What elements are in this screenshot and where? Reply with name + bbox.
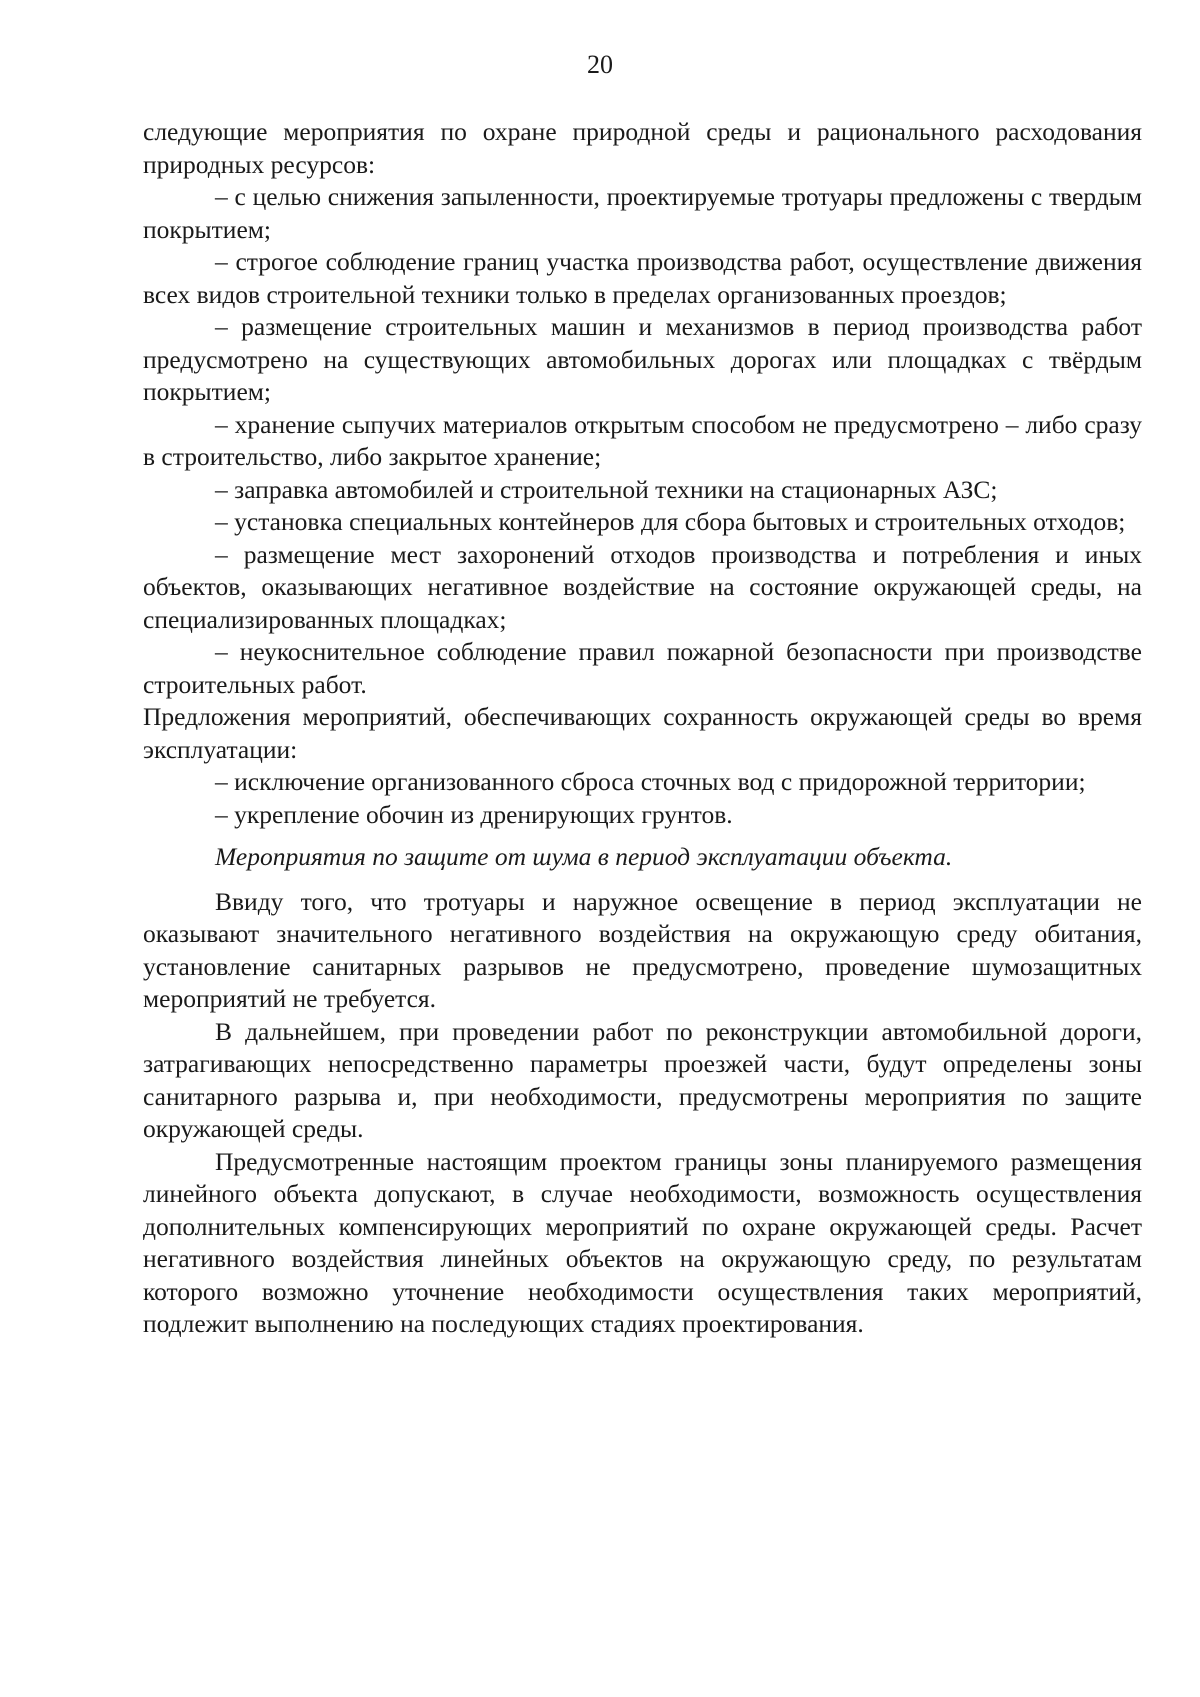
list-item: – укрепление обочин из дренирующих грунтов. [215, 799, 733, 829]
list-item: – хранение сыпучих материалов открытым способом не предусмотрено – либо сразу в строительство, либо закрытое хранение; [143, 409, 1142, 471]
page-number: 20 [587, 50, 613, 79]
operation-intro: Предложения мероприятий, обеспечивающих сохранность окружающей среды во время эксплуатации: [143, 702, 1142, 764]
list-item: – установка специальных контейнеров для сбора бытовых и строительных отходов; [215, 507, 1126, 536]
list-item: – с целью снижения запыленности, проектируемые тротуары предложены с твердым покрытием; [143, 182, 1142, 244]
document-body [143, 116, 1142, 1341]
list-item: – неукоснительное соблюдение правил пожарной безопасности при производстве строительных работ. [143, 637, 1142, 699]
list-item: – исключение организованного сброса сточных вод с придорожной территории; [215, 767, 1086, 796]
list-item: – размещение строительных машин и механизмов в период производства работ предусмотрено на существующих автомобильных дорогах или площадках с твёрдым покрытием; [143, 312, 1142, 406]
list-item: – заправка автомобилей и строительной техники на стационарных АЗС; [215, 474, 998, 504]
list-item: – строгое соблюдение границ участка производства работ, осуществление движения всех видов строительной техники только в пределах организованных проездов; [143, 247, 1142, 309]
list-item: – размещение мест захоронений отходов производства и потребления и иных объектов, оказывающих негативное воздействие на состояние окружающей среды, на специализированных площадках; [143, 539, 1142, 634]
body-paragraph: Ввиду того, что тротуары и наружное освещение в период эксплуатации не оказывают значительного негативного воздействия на окружающую среду обитания, установление санитарных разрывов не предусмотрено, проведение шумозащитных мероприятий не требуется. [143, 886, 1142, 1013]
body-paragraph: Предусмотренные настоящим проектом границы зоны планируемого размещения линейного объекта допускают, в случае необходимости, возможность осуществления дополнительных компенсирующих мероприятий по охране окружающей среды. Расчет негативного воздействия линейных объектов на окружающую среду, по результатам которого возможно уточнение необходимости осуществления таких мероприятий, подлежит выполнению на последующих стадиях проектирования. [143, 1146, 1142, 1338]
noise-heading: Мероприятия по защите от шума в период эксплуатации объекта. [215, 842, 953, 871]
body-paragraph: В дальнейшем, при проведении работ по реконструкции автомобильной дороги, затрагивающих непосредственно параметры проезжей части, будут определены зоны санитарного разрыва и, при необходимости, предусмотрены мероприятия по защите окружающей среды. [143, 1016, 1142, 1143]
intro-paragraph: следующие мероприятия по охране природной среды и рационального расходования природных ресурсов: [143, 117, 1142, 179]
